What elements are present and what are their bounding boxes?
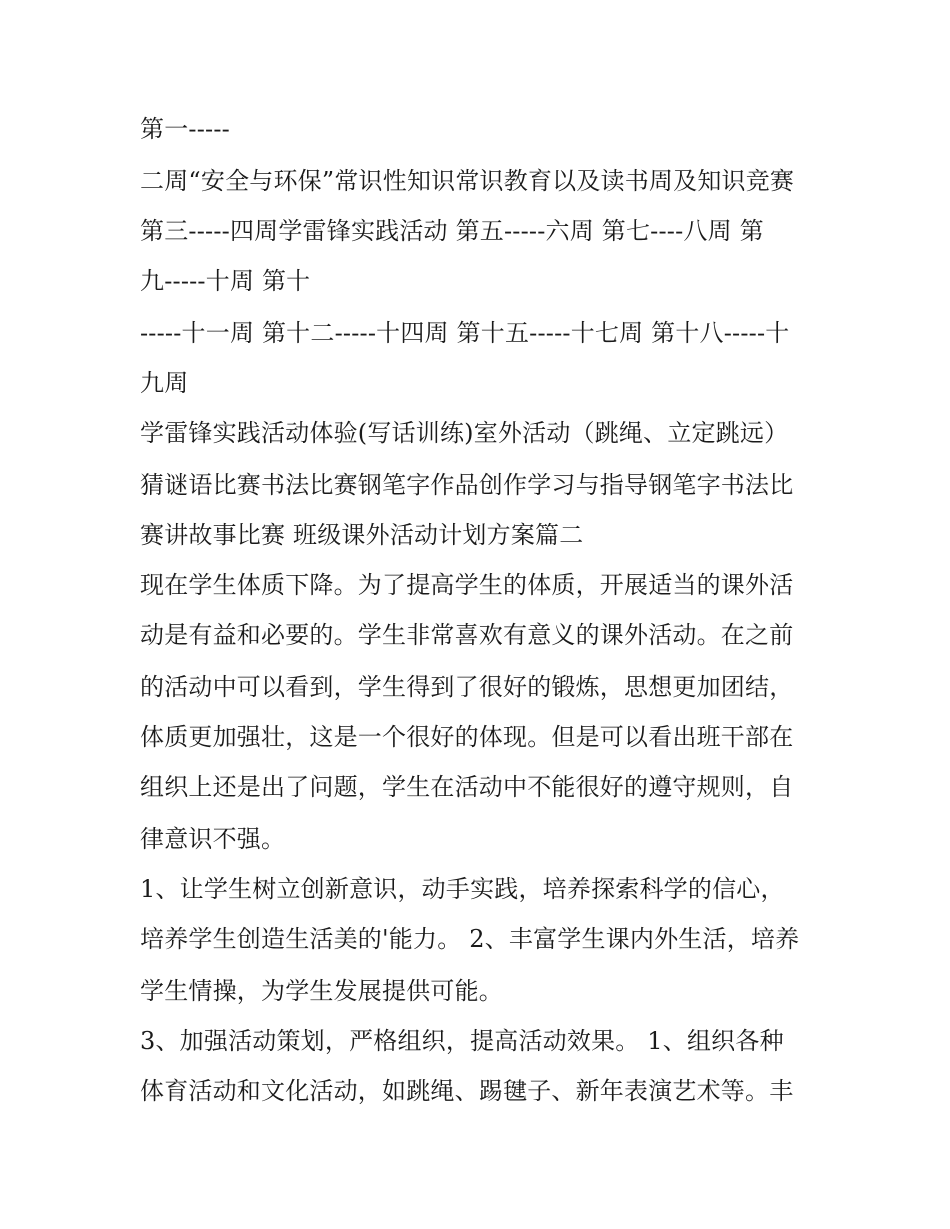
text-line: 培养学生创造生活美的'能力。 2、丰富学生课内外生活，培养: [140, 925, 800, 953]
text-line: 律意识不强。: [140, 825, 286, 853]
text-line: 猜谜语比赛书法比赛钢笔字作品创作学习与指导钢笔字书法比: [140, 471, 794, 499]
text-line: 1、让学生树立创新意识，动手实践，培养探索科学的信心，: [140, 875, 785, 903]
text-line: 赛讲故事比赛 班级课外活动计划方案篇二: [140, 521, 584, 549]
text-line: 学雷锋实践活动体验(写话训练)室外活动（跳绳、立定跳远）: [140, 419, 789, 447]
text-line: 体育活动和文化活动，如跳绳、踢毽子、新年表演艺术等。丰: [140, 1077, 794, 1105]
text-line: 体质更加强壮，这是一个很好的体现。但是可以看出班干部在: [140, 723, 794, 751]
text-line: 的活动中可以看到，学生得到了很好的锻炼，思想更加团结，: [140, 673, 794, 701]
text-line: 学生情操，为学生发展提供可能。: [140, 977, 503, 1005]
text-line: 动是有益和必要的。学生非常喜欢有意义的课外活动。在之前: [140, 621, 794, 649]
text-line: 九周: [140, 369, 189, 397]
text-line: 第三-----四周学雷锋实践活动 第五-----六周 第七----八周 第: [140, 217, 764, 245]
text-line: 现在学生体质下降。为了提高学生的体质，开展适当的课外活: [140, 571, 794, 599]
text-line: 3、加强活动策划，严格组织，提高活动效果。 1、组织各种: [140, 1027, 784, 1055]
text-line: 第一-----: [140, 115, 230, 143]
text-line: 九-----十周 第十: [140, 267, 311, 295]
text-line: 二周“安全与环保”常识性知识常识教育以及读书周及知识竞赛: [140, 167, 795, 195]
text-line: -----十一周 第十二-----十四周 第十五-----十七周 第十八-----十: [140, 319, 790, 347]
text-line: 组织上还是出了问题，学生在活动中不能很好的遵守规则，自: [140, 773, 794, 801]
